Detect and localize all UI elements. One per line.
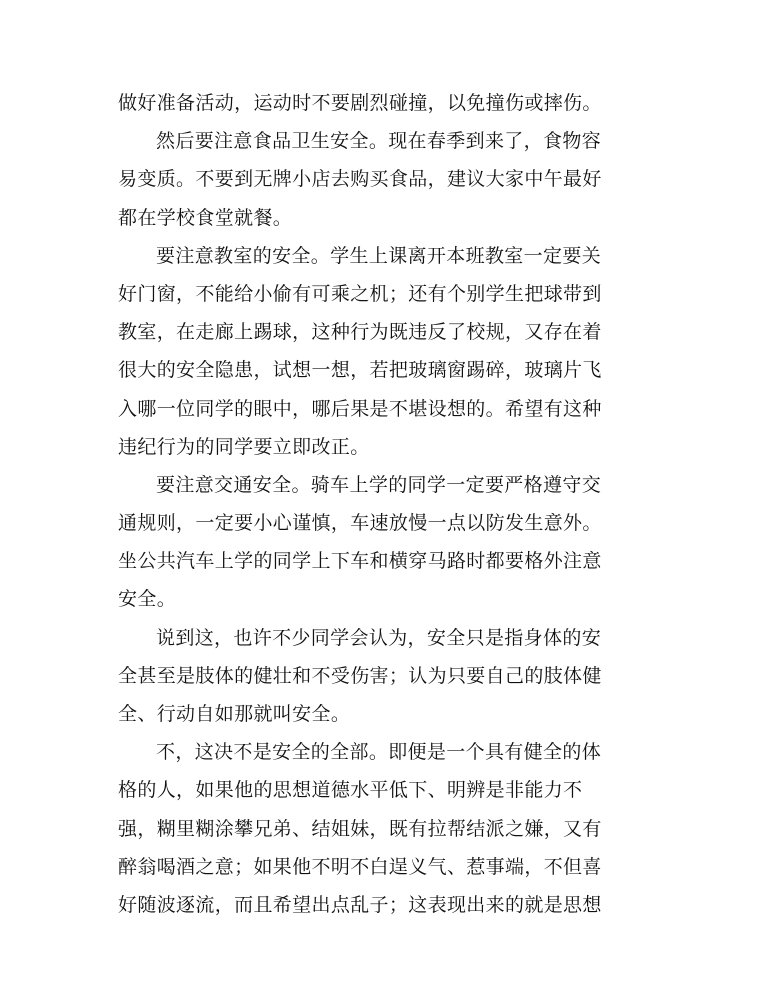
text-line: 通规则，一定要小心谨慎，车速放慢一点以防发生意外。 [118, 512, 602, 535]
text-line: 要注意交通安全。骑车上学的同学一定要严格遵守交 [156, 473, 602, 496]
text-line: 全、行动自如那就叫安全。 [118, 703, 351, 725]
text-line: 坐公共汽车上学的同学上下车和横穿马路时都要格外注意 [118, 550, 602, 573]
text-line: 安全。 [118, 588, 177, 611]
text-line: 说到这，也许不少同学会认为，安全只是指身体的安 [156, 626, 602, 649]
text-line: 醉翁喝酒之意；如果他不明不白逞义气、惹事端，不但喜 [118, 855, 602, 878]
text-line: 好随波逐流，而且希望出点乱子；这表现出来的就是思想 [118, 893, 602, 916]
text-line: 教室，在走廊上踢球，这种行为既违反了校规，又存在着 [118, 321, 602, 344]
text-line: 违纪行为的同学要立即改正。 [118, 435, 370, 458]
text-line: 然后要注意食品卫生安全。现在春季到来了，食物容 [156, 130, 602, 153]
text-line: 全甚至是肢体的健壮和不受伤害；认为只要自己的肢体健 [118, 664, 602, 687]
document-body [118, 84, 638, 924]
text-line: 好门窗，不能给小偷有可乘之机；还有个别学生把球带到 [118, 282, 602, 305]
text-line: 都在学校食堂就餐。 [118, 206, 293, 229]
text-line: 要注意教室的安全。学生上课离开本班教室一定要关 [156, 244, 602, 267]
text-line: 很大的安全隐患，试想一想，若把玻璃窗踢碎，玻璃片飞 [118, 359, 602, 382]
text-line: 不，这决不是安全的全部。即便是一个具有健全的体 [156, 741, 602, 764]
text-line: 强，糊里糊涂攀兄弟、结姐妹，既有拉帮结派之嫌，又有 [118, 817, 602, 840]
text-line: 易变质。不要到无牌小店去购买食品，建议大家中午最好 [118, 168, 602, 191]
text-line: 做好准备活动，运动时不要剧烈碰撞，以免撞伤或摔伤。 [118, 92, 602, 114]
text-line: 格的人，如果他的思想道德水平低下、明辨是非能力不 [118, 779, 583, 802]
text-line: 入哪一位同学的眼中，哪后果是不堪设想的。希望有这种 [118, 397, 602, 420]
